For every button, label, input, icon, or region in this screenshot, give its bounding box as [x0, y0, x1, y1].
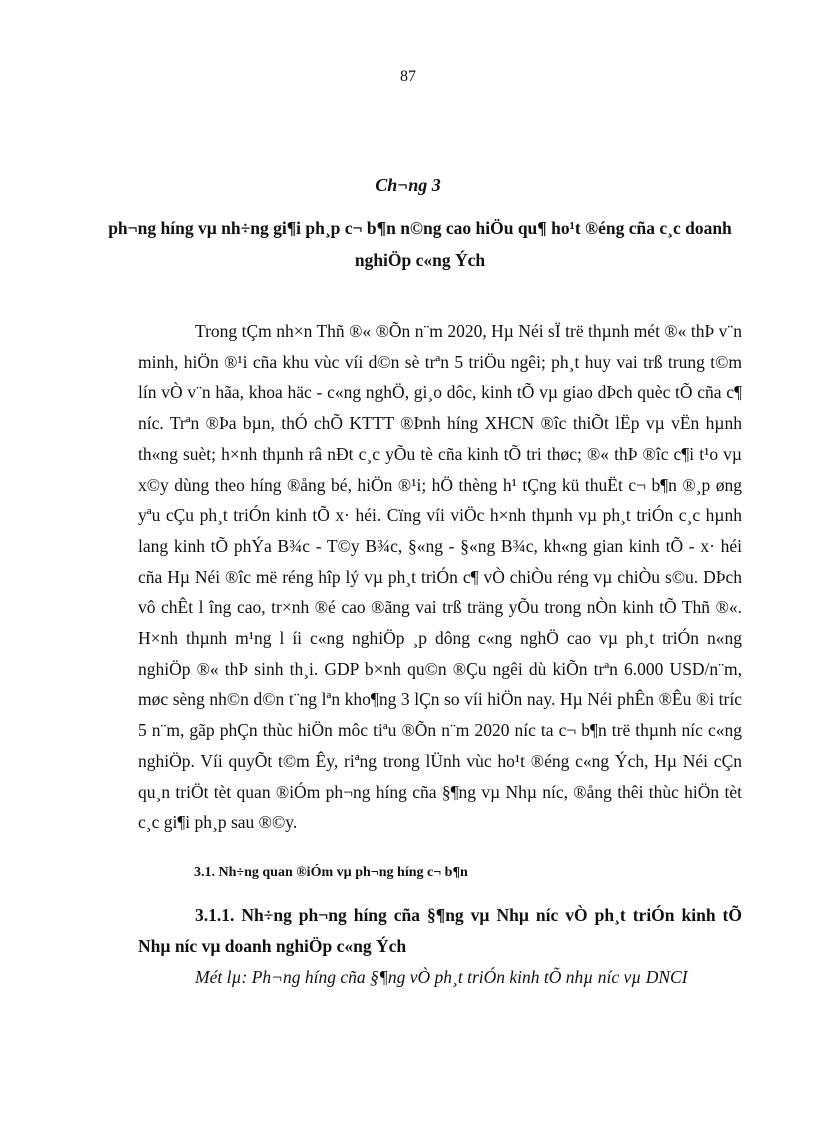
section-heading-3-1: 3.1. Nh÷ng quan ®iÓm vµ ph¬ng híng c¬ b¶n [194, 865, 468, 880]
subsection-heading-mot-la: Mét lµ: Ph¬ng híng cña §¶ng vÒ ph¸t triÓn kinh tÕ nhµ níc vµ DNCI [195, 967, 688, 987]
page-number: 87 [400, 68, 416, 85]
section-heading-3-1-1: 3.1.1. Nh÷ng ph¬ng híng cña §¶ng vµ Nhµ níc vÒ ph¸t triÓn kinh tÕ Nhµ níc vµ doanh nghiÖp c«ng Ých [138, 905, 742, 956]
chapter-title: Ch¬ng 3 [375, 175, 441, 195]
chapter-subtitle: ph¬ng híng vµ nh÷ng gi¶i ph¸p c¬ b¶n n©ng cao hiÖu qu¶ ho¹t ®éng cña c¸c doanh nghiÖp c«ng Ých [108, 218, 732, 270]
body-paragraph: Trong tÇm nh×n Thñ ®« ®Õn n¨m 2020, Hµ Néi sÏ trë thµnh mét ®« thÞ v¨n minh, hiÖn ®¹i cña khu vùc víi d©n sè trªn 5 triÖu ngêi; ph¸t huy vai trß trung t©m lín vÒ v¨n hãa, khoa häc - c«ng nghÖ, gi¸o dôc, kinh tÕ vµ giao dÞch quèc tÕ cña c¶ níc. Trªn ®Þa bµn, thÓ chÕ KTTT ®Þnh híng XHCN ®îc thiÕt lËp vµ vËn hµnh th«ng suèt; h×nh thµnh râ nÐt c¸c yÕu tè cña kinh tÕ tri thøc; ®« thÞ ®îc c¶i t¹o vµ x©y dùng theo híng ®ång bé, hiÖn ®¹i; hÖ thèng h¹ tÇng kü thuËt c¬ b¶n ®¸p øng yªu cÇu ph¸t triÓn kinh tÕ x· héi. Cïng víi viÖc h×nh thµnh vµ ph¸t triÓn c¸c hµnh lang kinh tÕ phÝa B¾c - T©y B¾c, §«ng - §«ng B¾c, kh«ng gian kinh tÕ - x· héi cña Hµ Néi ®îc më réng hîp lý vµ ph¸t triÓn c¶ vÒ chiÒu réng vµ chiÒu s©u. DÞch vô chÊt l îng cao, tr×nh ®é cao ®ãng vai trß träng yÕu trong nÒn kinh tÕ Thñ ®«. H×nh thµnh m¹ng l íi c«ng nghiÖp ¸p dông c«ng nghÖ cao vµ ph¸t triÓn n«ng nghiÖp ®« thÞ sinh th¸i. GDP b×nh qu©n ®Çu ngêi dù kiÕn trªn 6.000 USD/n¨m, møc sèng nh©n d©n t¨ng lªn kho¶ng 3 lÇn so víi hiÖn nay. Hµ Néi phÊn ®Êu ®i tríc 5 n¨m, gãp phÇn thùc hiÖn môc tiªu ®Õn n¨m 2020 níc ta c¬ b¶n trë thµnh níc c«ng nghiÖp. Víi quyÕt t©m Êy, riªng trong lÜnh vùc ho¹t ®éng c«ng Ých, Hµ Néi cÇn qu¸n triÖt tèt quan ®iÓm ph¬ng híng cña §¶ng vµ Nhµ níc, ®ång thêi thùc hiÖn tèt c¸c gi¶i ph¸p sau ®©y. [138, 321, 742, 833]
